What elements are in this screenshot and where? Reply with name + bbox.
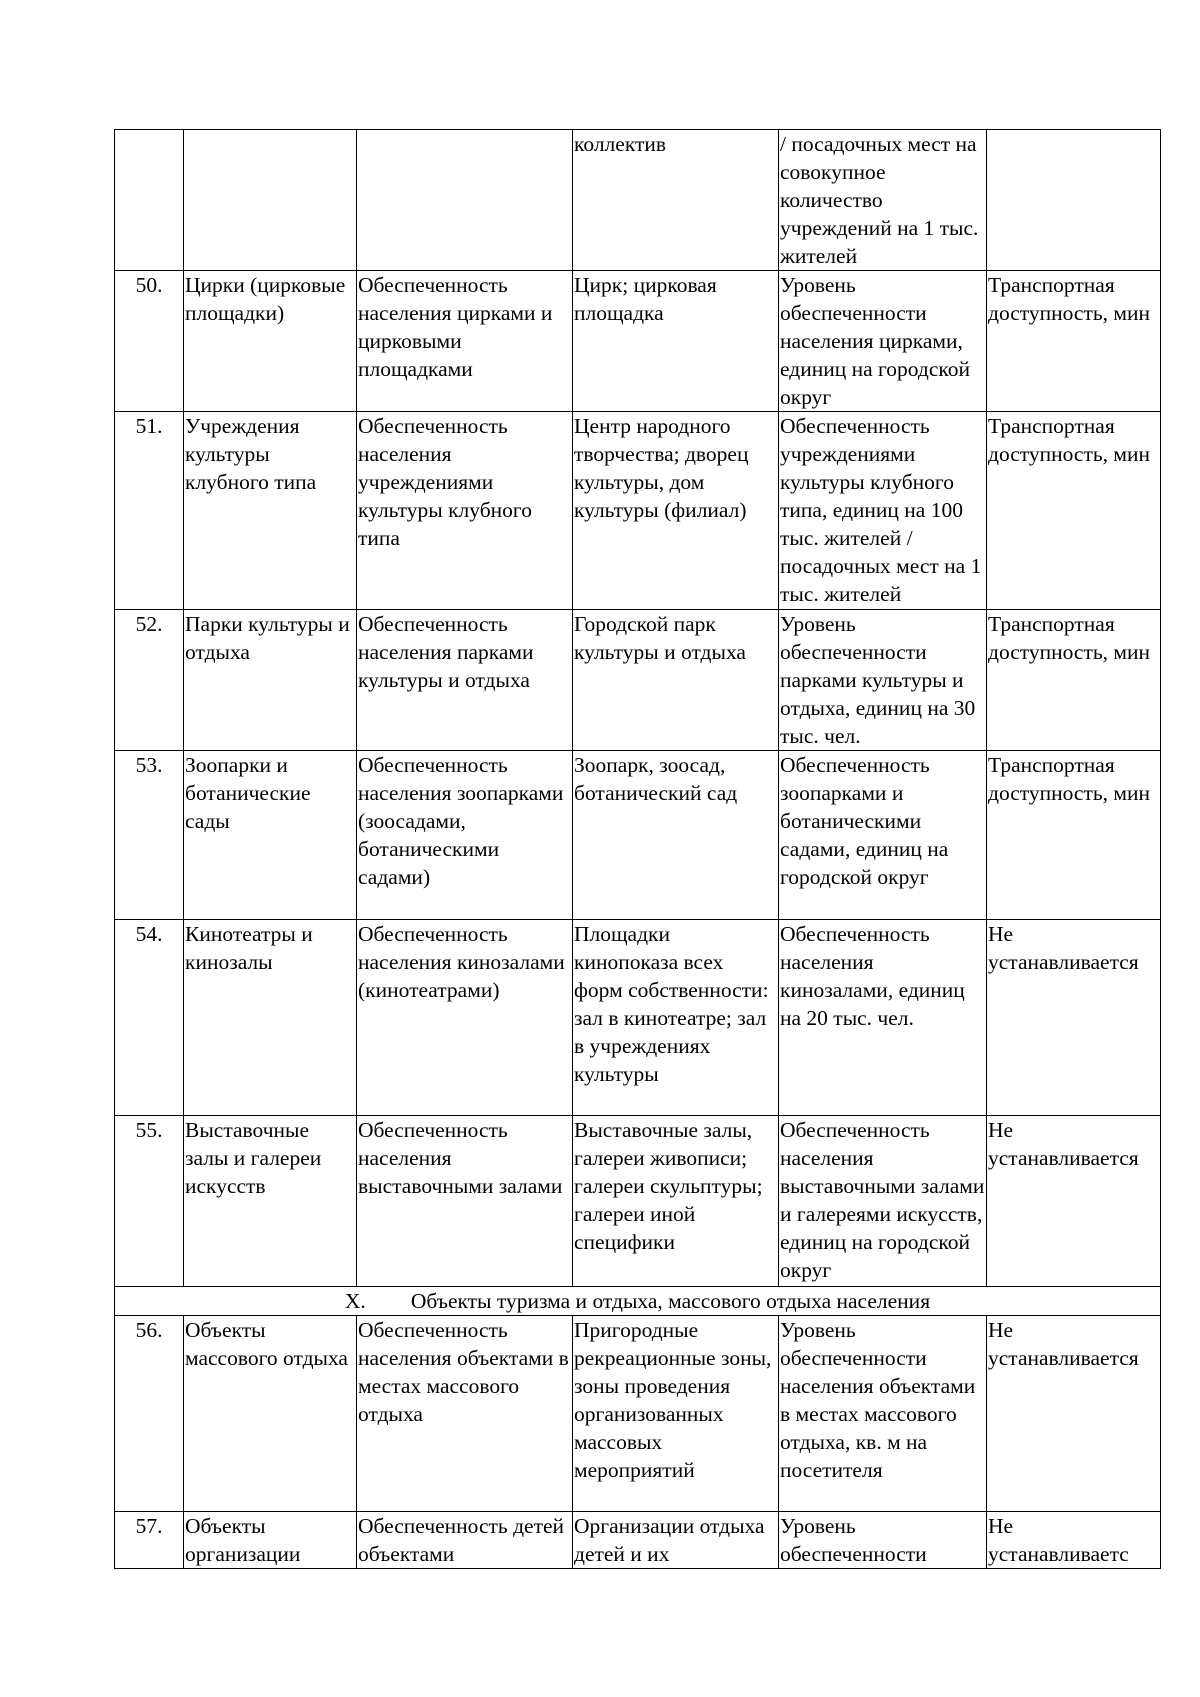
indicator-cell: Обеспеченность населения кинозалами (кинотеатрами): [357, 920, 573, 1116]
object-type-cell: Цирки (цирковые площадки): [184, 271, 357, 412]
accessibility-cell: Не устанавливается: [987, 920, 1161, 1116]
level-cell: Обеспеченность зоопарками и ботаническими садами, единиц на городской округ: [779, 751, 987, 920]
level-cell: Уровень обеспеченности: [779, 1512, 987, 1569]
row-number: 52.: [115, 610, 184, 751]
row-number: 53.: [115, 751, 184, 920]
level-cell: Обеспеченность учреждениями культуры клубного типа, единиц на 100 тыс. жителей / посадочных мест на 1 тыс. жителей: [779, 412, 987, 610]
row-number: 56.: [115, 1316, 184, 1512]
object-cell: Выставочные залы, галереи живописи; галереи скульптуры; галереи иной специфики: [573, 1116, 779, 1287]
accessibility-cell: Транспортная доступность, мин: [987, 610, 1161, 751]
accessibility-cell: Не устанавливается: [987, 1316, 1161, 1512]
row-number: [115, 130, 184, 271]
table-row: [115, 1512, 1161, 1569]
table-row: [115, 1316, 1161, 1512]
level-cell: / посадочных мест на совокупное количество учреждений на 1 тыс. жителей: [779, 130, 987, 271]
object-cell: коллектив: [573, 130, 779, 271]
object-type-cell: Учреждения культуры клубного типа: [184, 412, 357, 610]
table-row: [115, 610, 1161, 751]
section-number: X.: [344, 1289, 366, 1313]
object-cell: Цирк; цирковая площадка: [573, 271, 779, 412]
indicator-cell: Обеспеченность населения зоопарками (зоосадами, ботаническими садами): [357, 751, 573, 920]
level-cell: Обеспеченность населения кинозалами, единиц на 20 тыс. чел.: [779, 920, 987, 1116]
object-type-cell: Кинотеатры и кинозалы: [184, 920, 357, 1116]
object-type-cell: Парки культуры и отдыха: [184, 610, 357, 751]
accessibility-cell: Транспортная доступность, мин: [987, 412, 1161, 610]
indicator-cell: Обеспеченность населения цирками и цирковыми площадками: [357, 271, 573, 412]
accessibility-cell: Транспортная доступность, мин: [987, 271, 1161, 412]
level-cell: Уровень обеспеченности парками культуры и отдыха, единиц на 30 тыс. чел.: [779, 610, 987, 751]
indicator-cell: Обеспеченность населения выставочными залами: [357, 1116, 573, 1287]
section-heading: [345, 1287, 930, 1315]
object-type-cell: Выставочные залы и галереи искусств: [184, 1116, 357, 1287]
indicator-cell: Обеспеченность детей объектами: [357, 1512, 573, 1569]
section-header-row: [115, 1287, 1161, 1316]
accessibility-cell: Не устанавливается: [987, 1116, 1161, 1287]
table-row: [115, 920, 1161, 1116]
table-row: [115, 412, 1161, 610]
object-type-cell: Зоопарки и ботанические сады: [184, 751, 357, 920]
object-cell: Зоопарк, зоосад, ботанический сад: [573, 751, 779, 920]
table-row: [115, 130, 1161, 271]
table-row: [115, 271, 1161, 412]
object-cell: Городской парк культуры и отдыха: [573, 610, 779, 751]
level-cell: Обеспеченность населения выставочными залами и галереями искусств, единиц на городской округ: [779, 1116, 987, 1287]
row-number: 55.: [115, 1116, 184, 1287]
indicator-cell: Обеспеченность населения парками культуры и отдыха: [357, 610, 573, 751]
row-number: 50.: [115, 271, 184, 412]
indicator-cell: Обеспеченность населения учреждениями культуры клубного типа: [357, 412, 573, 610]
indicator-cell: Обеспеченность населения объектами в местах массового отдыха: [357, 1316, 573, 1512]
norms-table: [114, 129, 1161, 1569]
table-row: [115, 751, 1161, 920]
accessibility-cell: Транспортная доступность, мин: [987, 751, 1161, 920]
section-title: Объекты туризма и отдыха, массового отдыха населения: [410, 1289, 931, 1313]
object-type-cell: Объекты массового отдыха: [184, 1316, 357, 1512]
object-cell: Центр народного творчества; дворец культуры, дом культуры (филиал): [573, 412, 779, 610]
object-cell: Площадки кинопоказа всех форм собственности: зал в кинотеатре; зал в учреждениях культуры: [573, 920, 779, 1116]
indicator-cell: [357, 130, 573, 271]
object-cell: Пригородные рекреационные зоны, зоны проведения организованных массовых мероприятий: [573, 1316, 779, 1512]
level-cell: Уровень обеспеченности населения объектами в местах массового отдыха, кв. м на посетителя: [779, 1316, 987, 1512]
row-number: 51.: [115, 412, 184, 610]
accessibility-cell: Не устанавливаетс: [987, 1512, 1161, 1569]
row-number: 57.: [115, 1512, 184, 1569]
object-type-cell: Объекты организации: [184, 1512, 357, 1569]
section-header-cell: [115, 1287, 1161, 1316]
object-cell: Организации отдыха детей и их: [573, 1512, 779, 1569]
accessibility-cell: [987, 130, 1161, 271]
table-row: [115, 1116, 1161, 1287]
row-number: 54.: [115, 920, 184, 1116]
level-cell: Уровень обеспеченности населения цирками, единиц на городской округ: [779, 271, 987, 412]
object-type-cell: [184, 130, 357, 271]
